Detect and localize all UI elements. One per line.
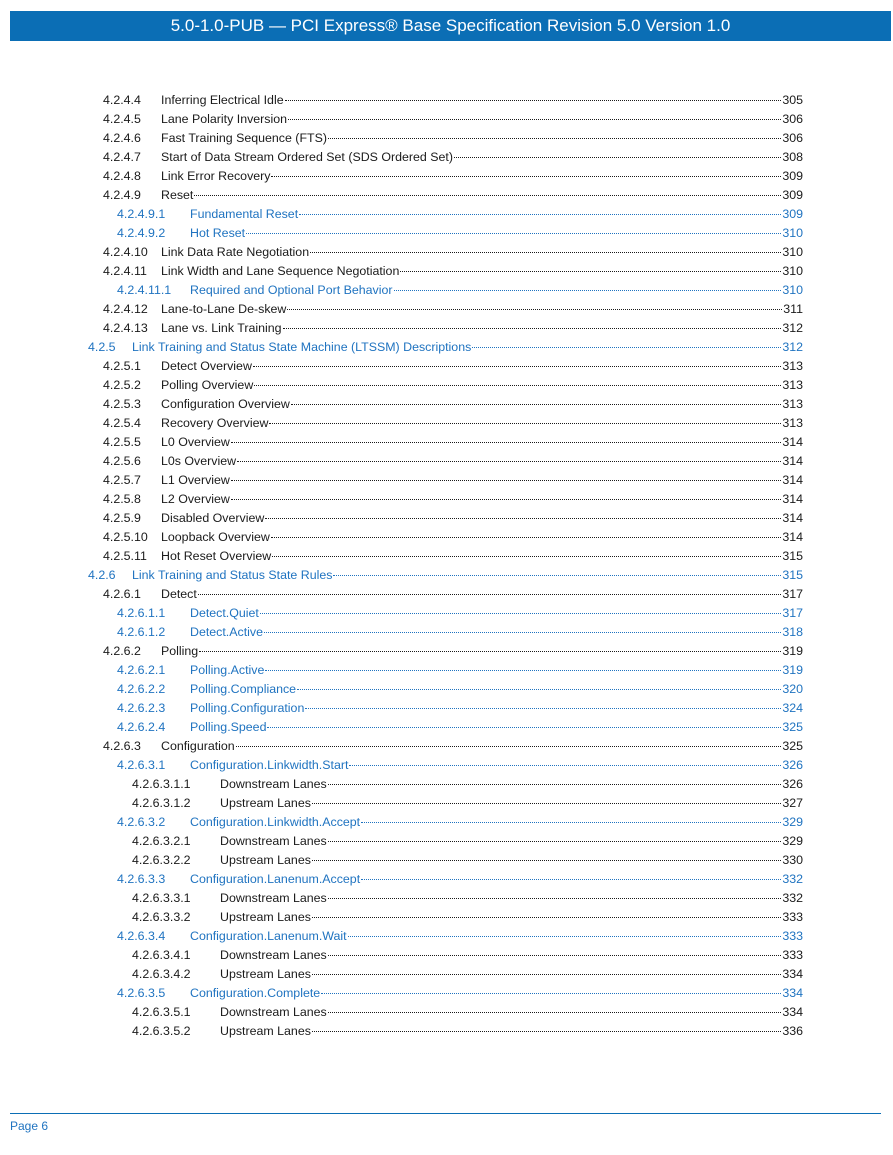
toc-entry[interactable] [117, 870, 803, 889]
toc-entry-number: 4.2.6.3.4 [117, 929, 166, 943]
toc-entry-number: 4.2.4.6 [103, 131, 141, 145]
toc-entry-page: 333 [782, 948, 803, 962]
toc-entry-title: Configuration.Linkwidth.Start [190, 758, 349, 772]
toc-entry[interactable] [117, 281, 803, 300]
toc-entry-page: 309 [782, 207, 803, 221]
toc-entry-number: 4.2.6.3.3.2 [132, 910, 191, 924]
toc-dot-leader [349, 764, 781, 766]
toc-dot-leader [299, 213, 781, 215]
toc-entry-title: Detect.Active [190, 625, 263, 639]
toc-dot-leader [328, 840, 782, 842]
toc-entry-page: 310 [782, 264, 803, 278]
toc-entry-page: 330 [782, 853, 803, 867]
toc-entry[interactable] [103, 433, 803, 452]
toc-entry-title: Link Training and Status State Rules [132, 568, 333, 582]
toc-entry[interactable] [132, 965, 803, 984]
toc-dot-leader [291, 403, 782, 405]
toc-entry-title: Loopback Overview [161, 530, 270, 544]
toc-entry-title: Polling.Active [190, 663, 265, 677]
toc-dot-leader [472, 346, 781, 348]
toc-dot-leader [312, 802, 781, 804]
toc-dot-leader [328, 954, 782, 956]
toc-entry-page: 309 [782, 169, 803, 183]
toc-entry-number: 4.2.5.10 [103, 530, 148, 544]
toc-entry[interactable] [103, 642, 803, 661]
toc-entry-page: 332 [782, 872, 803, 886]
toc-entry-number: 4.2.5.6 [103, 454, 141, 468]
toc-entry-title: Hot Reset Overview [161, 549, 272, 563]
toc-dot-leader [264, 631, 781, 633]
toc-dot-leader [236, 745, 782, 747]
toc-entry-title: Lane-to-Lane De-skew [161, 302, 287, 316]
toc-entry-page: 329 [782, 834, 803, 848]
toc-entry[interactable] [117, 927, 803, 946]
toc-entry[interactable] [103, 319, 803, 338]
toc-entry-page: 326 [782, 758, 803, 772]
toc-entry-number: 4.2.4.7 [103, 150, 141, 164]
toc-entry-title: Detect [161, 587, 197, 601]
toc-entry-number: 4.2.6.3.1.2 [132, 796, 191, 810]
toc-entry-title: Upstream Lanes [220, 1024, 311, 1038]
toc-dot-leader [267, 726, 781, 728]
toc-entry-title: Upstream Lanes [220, 910, 311, 924]
toc-dot-leader [348, 935, 782, 937]
toc-entry-number: 4.2.6.3.3.1 [132, 891, 191, 905]
toc-dot-leader [287, 308, 782, 310]
toc-entry[interactable] [132, 908, 803, 927]
toc-entry[interactable] [117, 661, 803, 680]
toc-entry-page: 306 [782, 112, 803, 126]
toc-entry-number: 4.2.6.3.5.1 [132, 1005, 191, 1019]
toc-entry[interactable] [132, 775, 803, 794]
toc-entry[interactable] [103, 395, 803, 414]
toc-entry-title: Recovery Overview [161, 416, 269, 430]
toc-entry-number: 4.2.6.3.2 [117, 815, 166, 829]
toc-entry[interactable] [103, 167, 803, 186]
toc-entry-number: 4.2.4.12 [103, 302, 148, 316]
toc-entry-number: 4.2.6.3.3 [117, 872, 166, 886]
toc-dot-leader [310, 251, 781, 253]
toc-entry-number: 4.2.5.3 [103, 397, 141, 411]
toc-entry-number: 4.2.6.3.5.2 [132, 1024, 191, 1038]
toc-entry-title: Downstream Lanes [220, 948, 327, 962]
toc-entry-number: 4.2.4.13 [103, 321, 148, 335]
toc-entry[interactable] [103, 376, 803, 395]
toc-entry-page: 315 [782, 549, 803, 563]
toc-entry-page: 326 [782, 777, 803, 791]
toc-entry[interactable] [132, 946, 803, 965]
toc-entry-title: Configuration [161, 739, 235, 753]
toc-entry-number: 4.2.6.3.4.2 [132, 967, 191, 981]
toc-entry[interactable] [117, 756, 803, 775]
toc-entry[interactable] [117, 984, 803, 1003]
toc-entry-number: 4.2.4.11 [103, 264, 147, 278]
toc-entry-title: Downstream Lanes [220, 777, 327, 791]
toc-entry-number: 4.2.5.2 [103, 378, 141, 392]
toc-entry[interactable] [103, 110, 803, 129]
toc-entry[interactable] [103, 452, 803, 471]
toc-entry[interactable] [117, 813, 803, 832]
toc-entry[interactable] [103, 148, 803, 167]
toc-entry-number: 4.2.5.1 [103, 359, 141, 373]
page-header [10, 11, 891, 41]
toc-entry-title: Hot Reset [190, 226, 246, 240]
toc-entry-title: Reset [161, 188, 194, 202]
header-title: 5.0-1.0-PUB — PCI Express® Base Specification Revision 5.0 Version 1.0 [170, 16, 731, 35]
toc-dot-leader [328, 137, 781, 139]
toc-entry-title: Configuration.Linkwidth.Accept [190, 815, 361, 829]
toc-entry-page: 314 [782, 492, 803, 506]
toc-dot-leader [305, 707, 781, 709]
toc-entry-page: 333 [782, 910, 803, 924]
toc-entry-title: Configuration.Complete [190, 986, 321, 1000]
toc-entry-title: Downstream Lanes [220, 834, 327, 848]
toc-entry[interactable] [103, 737, 803, 756]
toc-entry-title: Upstream Lanes [220, 853, 311, 867]
toc-entry-page: 310 [782, 245, 803, 259]
toc-entry[interactable] [117, 604, 803, 623]
toc-entry-number: 4.2.4.4 [103, 93, 141, 107]
toc-entry-title: Inferring Electrical Idle [161, 93, 284, 107]
toc-entry[interactable] [103, 490, 803, 509]
toc-dot-leader [394, 289, 782, 291]
toc-entry[interactable] [117, 205, 803, 224]
toc-entry[interactable] [103, 509, 803, 528]
toc-dot-leader [253, 365, 781, 367]
toc-entry[interactable] [88, 566, 803, 585]
toc-dot-leader [265, 669, 781, 671]
toc-entry-number: 4.2.6.2.1 [117, 663, 166, 677]
toc-entry-page: 313 [782, 378, 803, 392]
toc-entry[interactable] [103, 262, 803, 281]
toc-dot-leader [271, 536, 781, 538]
toc-entry-number: 4.2.4.11.1 [117, 283, 172, 297]
toc-entry-title: L2 Overview [161, 492, 230, 506]
toc-dot-leader [198, 593, 782, 595]
toc-dot-leader [328, 897, 782, 899]
toc-entry-number: 4.2.6.2 [103, 644, 141, 658]
toc-entry-title: Polling.Speed [190, 720, 267, 734]
toc-entry-page: 334 [782, 1005, 803, 1019]
toc-entry-number: 4.2.6.2.4 [117, 720, 166, 734]
toc-entry-number: 4.2.4.8 [103, 169, 141, 183]
toc-entry-number: 4.2.4.9 [103, 188, 141, 202]
toc-entry-page: 312 [782, 340, 803, 354]
toc-dot-leader [328, 1011, 782, 1013]
toc-entry-title: Lane vs. Link Training [161, 321, 282, 335]
toc-entry-page: 318 [782, 625, 803, 639]
toc-dot-leader [285, 99, 782, 101]
toc-entry-page: 314 [782, 454, 803, 468]
toc-entry-page: 315 [782, 568, 803, 582]
toc-entry-page: 317 [782, 606, 803, 620]
toc-entry-page: 313 [782, 359, 803, 373]
toc-entry-page: 313 [782, 397, 803, 411]
toc-entry-page: 325 [782, 720, 803, 734]
toc-entry-number: 4.2.5.9 [103, 511, 141, 525]
toc-entry-number: 4.2.6.3.2.2 [132, 853, 191, 867]
toc-entry[interactable] [117, 224, 803, 243]
toc-dot-leader [312, 916, 781, 918]
toc-entry-page: 305 [782, 93, 803, 107]
toc-entry[interactable] [132, 794, 803, 813]
toc-entry[interactable] [103, 528, 803, 547]
footer-divider [10, 1113, 881, 1114]
toc-entry-title: Polling Overview [161, 378, 254, 392]
toc-dot-leader [361, 821, 781, 823]
toc-dot-leader [246, 232, 781, 234]
toc-entry-page: 314 [782, 530, 803, 544]
toc-entry-number: 4.2.6 [88, 568, 116, 582]
toc-entry-title: Required and Optional Port Behavior [190, 283, 393, 297]
toc-dot-leader [231, 498, 781, 500]
toc-entry-number: 4.2.6.2.3 [117, 701, 166, 715]
toc-entry-page: 327 [782, 796, 803, 810]
toc-entry-title: Upstream Lanes [220, 967, 311, 981]
toc-entry-title: L0 Overview [161, 435, 230, 449]
toc-entry-number: 4.2.6.3.1 [117, 758, 166, 772]
toc-entry-number: 4.2.5 [88, 340, 116, 354]
toc-dot-leader [288, 118, 781, 120]
toc-entry[interactable] [103, 186, 803, 205]
toc-entry-page: 308 [782, 150, 803, 164]
toc-entry[interactable] [88, 338, 803, 357]
toc-entry-page: 314 [782, 511, 803, 525]
toc-entry-title: Downstream Lanes [220, 891, 327, 905]
toc-entry-title: Start of Data Stream Ordered Set (SDS Ordered Set) [161, 150, 453, 164]
toc-entry-number: 4.2.6.3 [103, 739, 141, 753]
footer-page-number: Page 6 [10, 1119, 49, 1133]
toc-dot-leader [312, 1030, 781, 1032]
toc-entry-page: 329 [782, 815, 803, 829]
toc-entry[interactable] [132, 889, 803, 908]
toc-dot-leader [312, 973, 781, 975]
toc-dot-leader [231, 479, 781, 481]
toc-entry-title: Polling.Compliance [190, 682, 297, 696]
toc-entry-page: 312 [782, 321, 803, 335]
toc-entry-page: 334 [782, 986, 803, 1000]
toc-entry-title: Fast Training Sequence (FTS) [161, 131, 327, 145]
toc-entry-number: 4.2.4.10 [103, 245, 148, 259]
toc-dot-leader [321, 992, 781, 994]
toc-entry-number: 4.2.5.7 [103, 473, 141, 487]
toc-entry[interactable] [103, 547, 803, 566]
toc-dot-leader [254, 384, 781, 386]
toc-entry-number: 4.2.4.9.1 [117, 207, 166, 221]
toc-entry[interactable] [103, 414, 803, 433]
toc-dot-leader [237, 460, 781, 462]
toc-entry-page: 306 [782, 131, 803, 145]
toc-entry[interactable] [132, 1003, 803, 1022]
toc-entry-number: 4.2.6.1.1 [117, 606, 166, 620]
toc-entry-page: 319 [782, 644, 803, 658]
toc-dot-leader [333, 574, 781, 576]
toc-dot-leader [297, 688, 781, 690]
toc-entry[interactable] [132, 1022, 803, 1041]
toc-entry-title: Lane Polarity Inversion [161, 112, 288, 126]
toc-entry-number: 4.2.5.5 [103, 435, 141, 449]
toc-entry[interactable] [132, 851, 803, 870]
toc-entry-page: 336 [782, 1024, 803, 1038]
toc-entry[interactable] [103, 585, 803, 604]
toc-dot-leader [400, 270, 781, 272]
toc-entry-title: Polling [161, 644, 199, 658]
toc-entry-title: Downstream Lanes [220, 1005, 327, 1019]
toc-entry-page: 314 [782, 473, 803, 487]
toc-dot-leader [272, 555, 781, 557]
toc-entry[interactable] [117, 623, 803, 642]
toc-dot-leader [328, 783, 782, 785]
toc-entry-title: Link Error Recovery [161, 169, 271, 183]
toc-entry-title: Configuration.Lanenum.Wait [190, 929, 347, 943]
toc-entry-title: Link Training and Status State Machine (LTSSM) Descriptions [132, 340, 472, 354]
toc-entry[interactable] [103, 91, 803, 110]
toc-entry-title: L0s Overview [161, 454, 237, 468]
toc-entry-number: 4.2.4.9.2 [117, 226, 166, 240]
toc-entry-number: 4.2.4.5 [103, 112, 141, 126]
toc-entry-page: 325 [782, 739, 803, 753]
toc-entry[interactable] [117, 680, 803, 699]
toc-entry[interactable] [103, 357, 803, 376]
toc-entry[interactable] [132, 832, 803, 851]
toc-entry-number: 4.2.6.3.2.1 [132, 834, 191, 848]
toc-entry-title: L1 Overview [161, 473, 230, 487]
toc-entry-page: 314 [782, 435, 803, 449]
toc-entry-number: 4.2.6.3.4.1 [132, 948, 191, 962]
toc-entry-page: 311 [783, 302, 803, 316]
toc-dot-leader [283, 327, 782, 329]
toc-entry[interactable] [117, 699, 803, 718]
toc-dot-leader [312, 859, 781, 861]
toc-entry-number: 4.2.5.11 [103, 549, 147, 563]
toc-entry-page: 332 [782, 891, 803, 905]
toc-entry[interactable] [103, 471, 803, 490]
toc-entry-page: 313 [782, 416, 803, 430]
toc-entry-number: 4.2.5.8 [103, 492, 141, 506]
toc-entry-page: 319 [782, 663, 803, 677]
toc-entry-page: 310 [782, 226, 803, 240]
toc-entry-title: Detect.Quiet [190, 606, 259, 620]
toc-entry-page: 324 [782, 701, 803, 715]
toc-entry-page: 320 [782, 682, 803, 696]
toc-dot-leader [231, 441, 781, 443]
toc-entry-title: Disabled Overview [161, 511, 265, 525]
toc-entry-title: Detect Overview [161, 359, 252, 373]
toc-entry-number: 4.2.6.2.2 [117, 682, 166, 696]
toc-entry-title: Link Width and Lane Sequence Negotiation [161, 264, 400, 278]
toc-dot-leader [265, 517, 781, 519]
toc-entry-number: 4.2.6.3.5 [117, 986, 166, 1000]
toc-entry-title: Configuration Overview [161, 397, 290, 411]
toc-entry-title: Fundamental Reset [190, 207, 299, 221]
toc-entry-number: 4.2.5.4 [103, 416, 141, 430]
toc-dot-leader [454, 156, 781, 158]
toc-entry-page: 317 [782, 587, 803, 601]
toc-dot-leader [260, 612, 781, 614]
toc-entry-page: 310 [782, 283, 803, 297]
toc-entry[interactable] [103, 243, 803, 262]
toc-entry[interactable] [103, 300, 803, 319]
toc-entry-title: Upstream Lanes [220, 796, 311, 810]
toc-entry-page: 333 [782, 929, 803, 943]
toc-entry-number: 4.2.6.1 [103, 587, 141, 601]
toc-dot-leader [271, 175, 781, 177]
toc-entry-page: 334 [782, 967, 803, 981]
toc-entry-title: Link Data Rate Negotiation [161, 245, 310, 259]
toc-dot-leader [194, 194, 781, 196]
toc-entry-title: Polling.Configuration [190, 701, 305, 715]
toc-dot-leader [269, 422, 781, 424]
toc-entry-page: 309 [782, 188, 803, 202]
toc-dot-leader [199, 650, 781, 652]
toc-dot-leader [361, 878, 781, 880]
toc-entry[interactable] [117, 718, 803, 737]
toc-entry[interactable] [103, 129, 803, 148]
toc-entry-number: 4.2.6.3.1.1 [132, 777, 191, 791]
toc-entry-number: 4.2.6.1.2 [117, 625, 166, 639]
toc-entry-title: Configuration.Lanenum.Accept [190, 872, 361, 886]
